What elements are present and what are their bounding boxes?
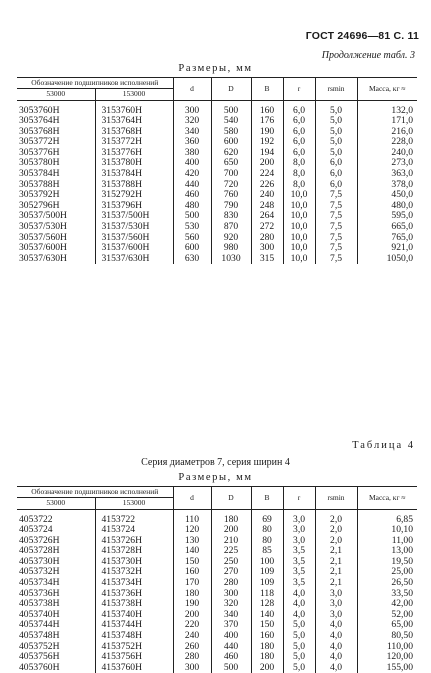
designation-153000: 4153752Н — [95, 642, 173, 653]
d-value: 170 — [173, 578, 211, 589]
designation-153000: 3153760Н — [95, 100, 173, 116]
designation-153000: 31537/560Н — [95, 233, 173, 244]
D-value: 830 — [211, 211, 251, 222]
mass-value: 155,00 — [357, 663, 417, 673]
B-value: 180 — [251, 652, 283, 663]
table-row — [17, 509, 417, 525]
r-value: 5,0 — [283, 642, 315, 653]
rsmin-value: 4,0 — [315, 631, 357, 642]
table-row — [17, 642, 417, 653]
d-value: 500 — [173, 211, 211, 222]
rsmin-value: 7,5 — [315, 201, 357, 212]
D-value: 620 — [211, 148, 251, 159]
rsmin-value: 2,0 — [315, 536, 357, 547]
table-row — [17, 631, 417, 642]
designation-53000: 3053788Н — [19, 178, 60, 190]
B-value: 69 — [251, 509, 283, 525]
B-value: 248 — [251, 201, 283, 212]
B-value: 280 — [251, 233, 283, 244]
rsmin-value: 6,0 — [315, 180, 357, 191]
r-value: 5,0 — [283, 631, 315, 642]
designation-53000: 3053764Н — [19, 115, 60, 127]
table-row — [17, 148, 417, 159]
d-value: 320 — [173, 116, 211, 127]
r-value: 3,5 — [283, 567, 315, 578]
table-row — [17, 158, 417, 169]
D-value: 580 — [211, 127, 251, 138]
B-value: 100 — [251, 557, 283, 568]
D-value: 300 — [211, 589, 251, 600]
designation-53000: 4053736Н — [19, 587, 60, 599]
D-value: 920 — [211, 233, 251, 244]
col-153000-header: 153000 — [95, 498, 173, 509]
designation-53000: 3053792Н — [19, 189, 60, 201]
designation-153000: 3153776Н — [95, 148, 173, 159]
rsmin-value: 5,0 — [315, 127, 357, 138]
B-value: 176 — [251, 116, 283, 127]
D-value: 225 — [211, 546, 251, 557]
rsmin-value: 5,0 — [315, 137, 357, 148]
designation-53000: 4053756Н — [19, 651, 60, 663]
mass-value: 273,0 — [357, 158, 417, 169]
table1-body — [17, 100, 417, 264]
designation-153000: 3153788Н — [95, 180, 173, 191]
B-value: 150 — [251, 620, 283, 631]
page-header: ГОСТ 24696—81 С. 11 — [305, 30, 419, 42]
D-value: 320 — [211, 599, 251, 610]
rsmin-value: 7,5 — [315, 254, 357, 265]
designation-53000: 3053776Н — [19, 146, 60, 158]
col-53000-header: 53000 — [17, 89, 95, 100]
mass-value: 240,0 — [357, 148, 417, 159]
D-value: 400 — [211, 631, 251, 642]
r-value: 6,0 — [283, 100, 315, 116]
col-D-header: D — [211, 487, 251, 510]
r-value: 10,0 — [283, 211, 315, 222]
r-value: 10,0 — [283, 243, 315, 254]
col-d-header: d — [173, 487, 211, 510]
D-value: 180 — [211, 509, 251, 525]
mass-value: 765,0 — [357, 233, 417, 244]
rsmin-value: 2,0 — [315, 509, 357, 525]
r-value: 4,0 — [283, 610, 315, 621]
table-row — [17, 190, 417, 201]
mass-value: 19,50 — [357, 557, 417, 568]
designation-153000: 4153736Н — [95, 589, 173, 600]
col-d-header: d — [173, 78, 211, 101]
bearing-dimensions-table-3 — [17, 77, 417, 264]
rsmin-value: 2,1 — [315, 578, 357, 589]
mass-value: 450,0 — [357, 190, 417, 201]
designation-153000: 4153732Н — [95, 567, 173, 578]
designation-header: Обозначение подшипников исполнений — [17, 487, 173, 498]
table-row — [17, 525, 417, 536]
r-value: 3,5 — [283, 578, 315, 589]
mass-value: 1050,0 — [357, 254, 417, 265]
r-value: 3,0 — [283, 525, 315, 536]
table-continuation-label: Продолжение табл. 3 — [321, 50, 415, 61]
designation-153000: 4153740Н — [95, 610, 173, 621]
designation-53000: 30537/530Н — [19, 221, 67, 233]
mass-value: 132,0 — [357, 100, 417, 116]
B-value: 200 — [251, 158, 283, 169]
table-row — [17, 589, 417, 600]
D-value: 460 — [211, 652, 251, 663]
rsmin-value: 7,5 — [315, 243, 357, 254]
B-value: 160 — [251, 100, 283, 116]
table-row — [17, 222, 417, 233]
mass-value: 120,00 — [357, 652, 417, 663]
col-r-header: r — [283, 78, 315, 101]
designation-153000: 3153796Н — [95, 201, 173, 212]
D-value: 600 — [211, 137, 251, 148]
D-value: 500 — [211, 663, 251, 673]
B-value: 109 — [251, 578, 283, 589]
designation-153000: 3152792Н — [95, 190, 173, 201]
col-B-header: B — [251, 78, 283, 101]
mass-value: 110,00 — [357, 642, 417, 653]
mass-value: 665,0 — [357, 222, 417, 233]
r-value: 3,5 — [283, 557, 315, 568]
designation-153000: 4153760Н — [95, 663, 173, 673]
d-value: 560 — [173, 233, 211, 244]
r-value: 6,0 — [283, 137, 315, 148]
mass-value: 25,00 — [357, 567, 417, 578]
r-value: 3,0 — [283, 509, 315, 525]
designation-53000: 4053738Н — [19, 598, 60, 610]
mass-value: 26,50 — [357, 578, 417, 589]
d-value: 130 — [173, 536, 211, 547]
designation-53000: 4053760Н — [19, 661, 60, 673]
rsmin-value: 7,5 — [315, 190, 357, 201]
table2-caption: Размеры, мм — [178, 472, 253, 483]
table2-body — [17, 509, 417, 673]
designation-53000: 4053730Н — [19, 555, 60, 567]
D-value: 870 — [211, 222, 251, 233]
rsmin-value: 4,0 — [315, 620, 357, 631]
rsmin-value: 3,0 — [315, 610, 357, 621]
r-value: 10,0 — [283, 190, 315, 201]
D-value: 700 — [211, 169, 251, 180]
designation-53000: 30537/560Н — [19, 231, 67, 243]
r-value: 8,0 — [283, 169, 315, 180]
B-value: 140 — [251, 610, 283, 621]
B-value: 226 — [251, 180, 283, 191]
rsmin-value: 2,0 — [315, 525, 357, 536]
r-value: 4,0 — [283, 599, 315, 610]
D-value: 340 — [211, 610, 251, 621]
designation-153000: 4153744Н — [95, 620, 173, 631]
d-value: 460 — [173, 190, 211, 201]
table-row — [17, 169, 417, 180]
designation-153000: 31537/530Н — [95, 222, 173, 233]
designation-header: Обозначение подшипников исполнений — [17, 78, 173, 89]
d-value: 280 — [173, 652, 211, 663]
table1-caption: Размеры, мм — [178, 63, 253, 74]
D-value: 500 — [211, 100, 251, 116]
mass-value: 480,0 — [357, 201, 417, 212]
d-value: 190 — [173, 599, 211, 610]
designation-53000: 4053726Н — [19, 534, 60, 546]
rsmin-value: 5,0 — [315, 116, 357, 127]
designation-53000: 3052796Н — [19, 199, 60, 211]
r-value: 6,0 — [283, 127, 315, 138]
d-value: 260 — [173, 642, 211, 653]
designation-153000: 4153748Н — [95, 631, 173, 642]
designation-153000: 4153726Н — [95, 536, 173, 547]
D-value: 790 — [211, 201, 251, 212]
r-value: 5,0 — [283, 652, 315, 663]
mass-value: 595,0 — [357, 211, 417, 222]
D-value: 650 — [211, 158, 251, 169]
designation-153000: 4153728Н — [95, 546, 173, 557]
rsmin-value: 7,5 — [315, 233, 357, 244]
designation-153000: 4153756Н — [95, 652, 173, 663]
rsmin-value: 4,0 — [315, 652, 357, 663]
table-row — [17, 211, 417, 222]
d-value: 160 — [173, 567, 211, 578]
D-value: 370 — [211, 620, 251, 631]
table-row — [17, 254, 417, 265]
B-value: 200 — [251, 663, 283, 673]
designation-153000: 4153730Н — [95, 557, 173, 568]
col-mass-header: Масса, кг ≈ — [357, 487, 417, 510]
mass-value: 921,0 — [357, 243, 417, 254]
table-row — [17, 557, 417, 568]
table-row — [17, 663, 417, 673]
r-value: 10,0 — [283, 233, 315, 244]
designation-53000: 4053744Н — [19, 619, 60, 631]
designation-53000: 4053728Н — [19, 545, 60, 557]
r-value: 4,0 — [283, 589, 315, 600]
mass-value: 52,00 — [357, 610, 417, 621]
d-value: 400 — [173, 158, 211, 169]
rsmin-value: 6,0 — [315, 158, 357, 169]
B-value: 315 — [251, 254, 283, 265]
mass-value: 11,00 — [357, 536, 417, 547]
table-row — [17, 243, 417, 254]
col-153000-header: 153000 — [95, 89, 173, 100]
B-value: 180 — [251, 642, 283, 653]
designation-53000: 3053780Н — [19, 157, 60, 169]
table-row — [17, 578, 417, 589]
d-value: 140 — [173, 546, 211, 557]
mass-value: 363,0 — [357, 169, 417, 180]
d-value: 200 — [173, 610, 211, 621]
d-value: 630 — [173, 254, 211, 265]
D-value: 280 — [211, 578, 251, 589]
D-value: 210 — [211, 536, 251, 547]
B-value: 190 — [251, 127, 283, 138]
designation-153000: 3153772Н — [95, 137, 173, 148]
rsmin-value: 2,1 — [315, 557, 357, 568]
rsmin-value: 5,0 — [315, 100, 357, 116]
designation-153000: 3153780Н — [95, 158, 173, 169]
d-value: 120 — [173, 525, 211, 536]
designation-153000: 3153784Н — [95, 169, 173, 180]
rsmin-value: 2,1 — [315, 567, 357, 578]
D-value: 440 — [211, 642, 251, 653]
mass-value: 80,50 — [357, 631, 417, 642]
designation-53000: 4053734Н — [19, 577, 60, 589]
d-value: 480 — [173, 201, 211, 212]
r-value: 5,0 — [283, 663, 315, 673]
mass-value: 171,0 — [357, 116, 417, 127]
table-row — [17, 137, 417, 148]
mass-value: 65,00 — [357, 620, 417, 631]
B-value: 109 — [251, 567, 283, 578]
rsmin-value: 3,0 — [315, 589, 357, 600]
B-value: 240 — [251, 190, 283, 201]
rsmin-value: 2,1 — [315, 546, 357, 557]
designation-153000: 31537/600Н — [95, 243, 173, 254]
r-value: 6,0 — [283, 116, 315, 127]
designation-153000: 4153722 — [95, 509, 173, 525]
r-value: 5,0 — [283, 620, 315, 631]
d-value: 600 — [173, 243, 211, 254]
designation-153000: 4153724 — [95, 525, 173, 536]
d-value: 300 — [173, 663, 211, 673]
mass-value: 216,0 — [357, 127, 417, 138]
B-value: 118 — [251, 589, 283, 600]
designation-153000: 4153738Н — [95, 599, 173, 610]
designation-53000: 30537/500Н — [19, 210, 67, 222]
B-value: 272 — [251, 222, 283, 233]
mass-value: 13,00 — [357, 546, 417, 557]
designation-53000: 3053772Н — [19, 136, 60, 148]
rsmin-value: 7,5 — [315, 211, 357, 222]
table-row — [17, 599, 417, 610]
col-rsmin-header: rsmin — [315, 78, 357, 101]
d-value: 240 — [173, 631, 211, 642]
d-value: 180 — [173, 589, 211, 600]
designation-153000: 4153734Н — [95, 578, 173, 589]
designation-53000: 4053722 — [19, 513, 53, 525]
designation-153000: 3153768Н — [95, 127, 173, 138]
designation-53000: 4053724 — [19, 524, 53, 536]
designation-53000: 4053752Н — [19, 640, 60, 652]
table-row — [17, 233, 417, 244]
designation-53000: 4053748Н — [19, 630, 60, 642]
table-row — [17, 610, 417, 621]
r-value: 10,0 — [283, 201, 315, 212]
col-mass-header: Масса, кг ≈ — [357, 78, 417, 101]
table-row — [17, 116, 417, 127]
table-row — [17, 652, 417, 663]
designation-53000: 30537/600Н — [19, 242, 67, 254]
D-value: 250 — [211, 557, 251, 568]
B-value: 128 — [251, 599, 283, 610]
mass-value: 42,00 — [357, 599, 417, 610]
r-value: 10,0 — [283, 222, 315, 233]
d-value: 220 — [173, 620, 211, 631]
mass-value: 33,50 — [357, 589, 417, 600]
d-value: 340 — [173, 127, 211, 138]
B-value: 80 — [251, 536, 283, 547]
designation-153000: 3153764Н — [95, 116, 173, 127]
designation-53000: 30537/630Н — [19, 252, 67, 264]
D-value: 720 — [211, 180, 251, 191]
col-B-header: B — [251, 487, 283, 510]
D-value: 540 — [211, 116, 251, 127]
table-row — [17, 536, 417, 547]
D-value: 980 — [211, 243, 251, 254]
d-value: 420 — [173, 169, 211, 180]
B-value: 85 — [251, 546, 283, 557]
table-row — [17, 127, 417, 138]
designation-53000: 3053784Н — [19, 168, 60, 180]
D-value: 270 — [211, 567, 251, 578]
rsmin-value: 4,0 — [315, 663, 357, 673]
rsmin-value: 5,0 — [315, 148, 357, 159]
d-value: 440 — [173, 180, 211, 191]
col-rsmin-header: rsmin — [315, 487, 357, 510]
D-value: 1030 — [211, 254, 251, 265]
B-value: 192 — [251, 137, 283, 148]
D-value: 200 — [211, 525, 251, 536]
r-value: 8,0 — [283, 158, 315, 169]
col-r-header: r — [283, 487, 315, 510]
rsmin-value: 4,0 — [315, 642, 357, 653]
rsmin-value: 3,0 — [315, 599, 357, 610]
d-value: 530 — [173, 222, 211, 233]
B-value: 80 — [251, 525, 283, 536]
d-value: 360 — [173, 137, 211, 148]
designation-53000: 3053760Н — [19, 104, 60, 116]
r-value: 3,0 — [283, 536, 315, 547]
mass-value: 10,10 — [357, 525, 417, 536]
col-53000-header: 53000 — [17, 498, 95, 509]
table-row — [17, 567, 417, 578]
mass-value: 6,85 — [357, 509, 417, 525]
d-value: 150 — [173, 557, 211, 568]
B-value: 300 — [251, 243, 283, 254]
B-value: 224 — [251, 169, 283, 180]
series-title: Серия диаметров 7, серия ширин 4 — [141, 457, 290, 468]
mass-value: 228,0 — [357, 137, 417, 148]
r-value: 6,0 — [283, 148, 315, 159]
designation-53000: 4053732Н — [19, 566, 60, 578]
col-D-header: D — [211, 78, 251, 101]
d-value: 300 — [173, 100, 211, 116]
B-value: 264 — [251, 211, 283, 222]
table-row — [17, 546, 417, 557]
d-value: 110 — [173, 509, 211, 525]
table-row — [17, 100, 417, 116]
mass-value: 378,0 — [357, 180, 417, 191]
designation-53000: 4053740Н — [19, 608, 60, 620]
r-value: 8,0 — [283, 180, 315, 191]
table-row — [17, 201, 417, 212]
designation-153000: 31537/500Н — [95, 211, 173, 222]
B-value: 194 — [251, 148, 283, 159]
table-row — [17, 180, 417, 191]
rsmin-value: 6,0 — [315, 169, 357, 180]
B-value: 160 — [251, 631, 283, 642]
d-value: 380 — [173, 148, 211, 159]
rsmin-value: 7,5 — [315, 222, 357, 233]
r-value: 3,5 — [283, 546, 315, 557]
r-value: 10,0 — [283, 254, 315, 265]
table-row — [17, 620, 417, 631]
designation-53000: 3053768Н — [19, 125, 60, 137]
table4-label: Таблица 4 — [352, 440, 415, 451]
designation-153000: 31537/630Н — [95, 254, 173, 265]
D-value: 760 — [211, 190, 251, 201]
